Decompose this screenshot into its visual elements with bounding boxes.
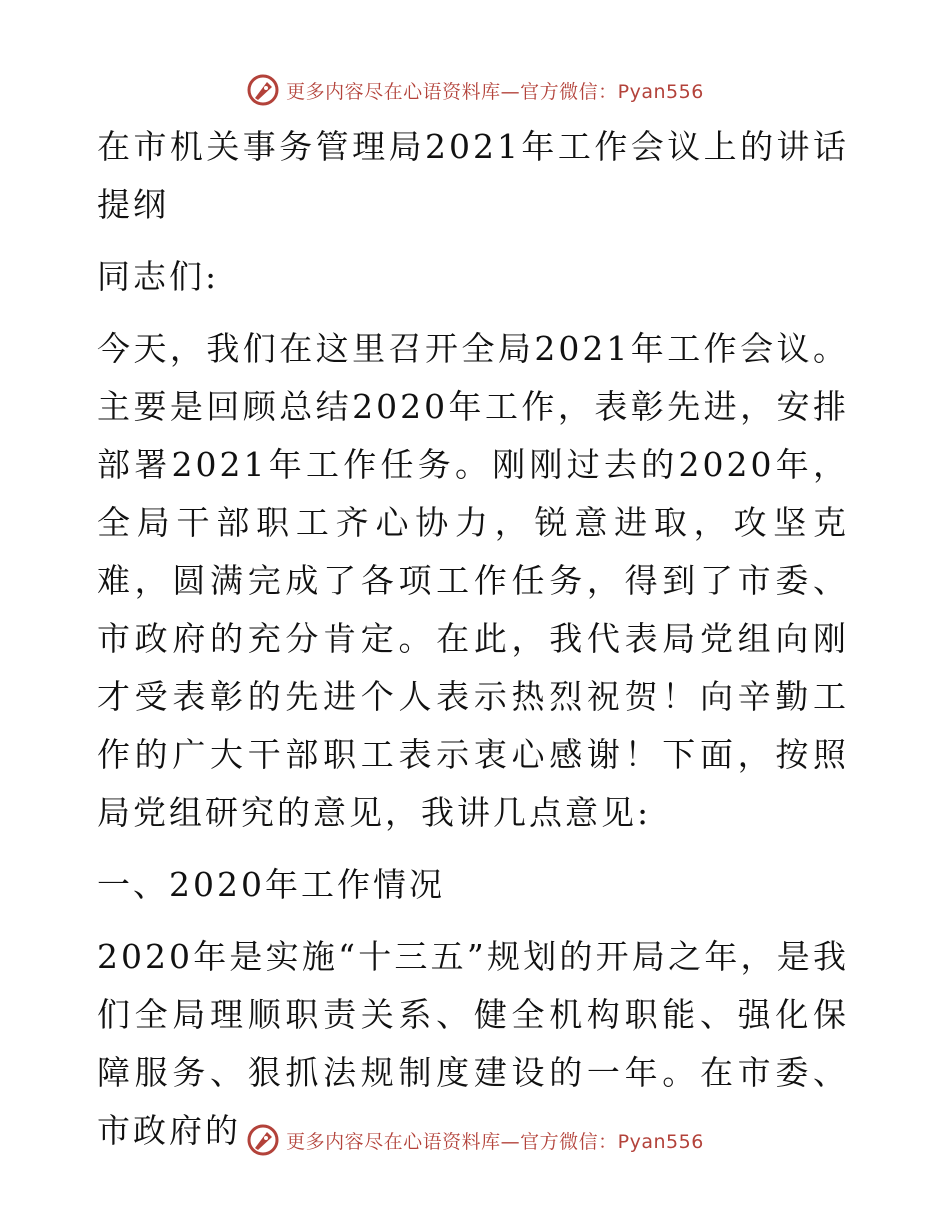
section-paragraph: 2020年是实施“十三五”规划的开局之年，是我们全局理顺职责关系、健全机构职能、强化保障服务、狠抓法规制度建设的一年。在市委、市政府的: [97, 937, 849, 1150]
section-heading: 一、2020年工作情况: [97, 865, 445, 904]
pen-nib-circle-icon: [246, 73, 280, 107]
watermark-text: 更多内容尽在心语资料库—官方微信：Pyan556: [286, 80, 704, 103]
pen-nib-circle-icon: [246, 1123, 280, 1157]
footer-watermark: [0, 1120, 950, 1160]
document-title: 在市机关事务管理局2021年工作会议上的讲话提纲: [97, 127, 849, 224]
body-paragraph: 今天，我们在这里召开全局2021年工作会议。主要是回顾总结2020年工作，表彰先进，安排部署2021年工作任务。刚刚过去的2020年，全局干部职工齐心协力，锐意进取，攻坚克难，圆满完成了各项工作任务，得到了市委、市政府的充分肯定。在此，我代表局党组向刚才受表彰的先进个人表示热烈祝贺！向辛勤工作的广大干部职工表示衷心感谢！下面，按照局党组研究的意见，我讲几点意见:: [97, 329, 849, 832]
header-watermark: [0, 70, 950, 110]
document-body: [97, 118, 849, 1160]
watermark-text: 更多内容尽在心语资料库—官方微信：Pyan556: [286, 1130, 704, 1153]
salutation: 同志们:: [97, 257, 220, 296]
